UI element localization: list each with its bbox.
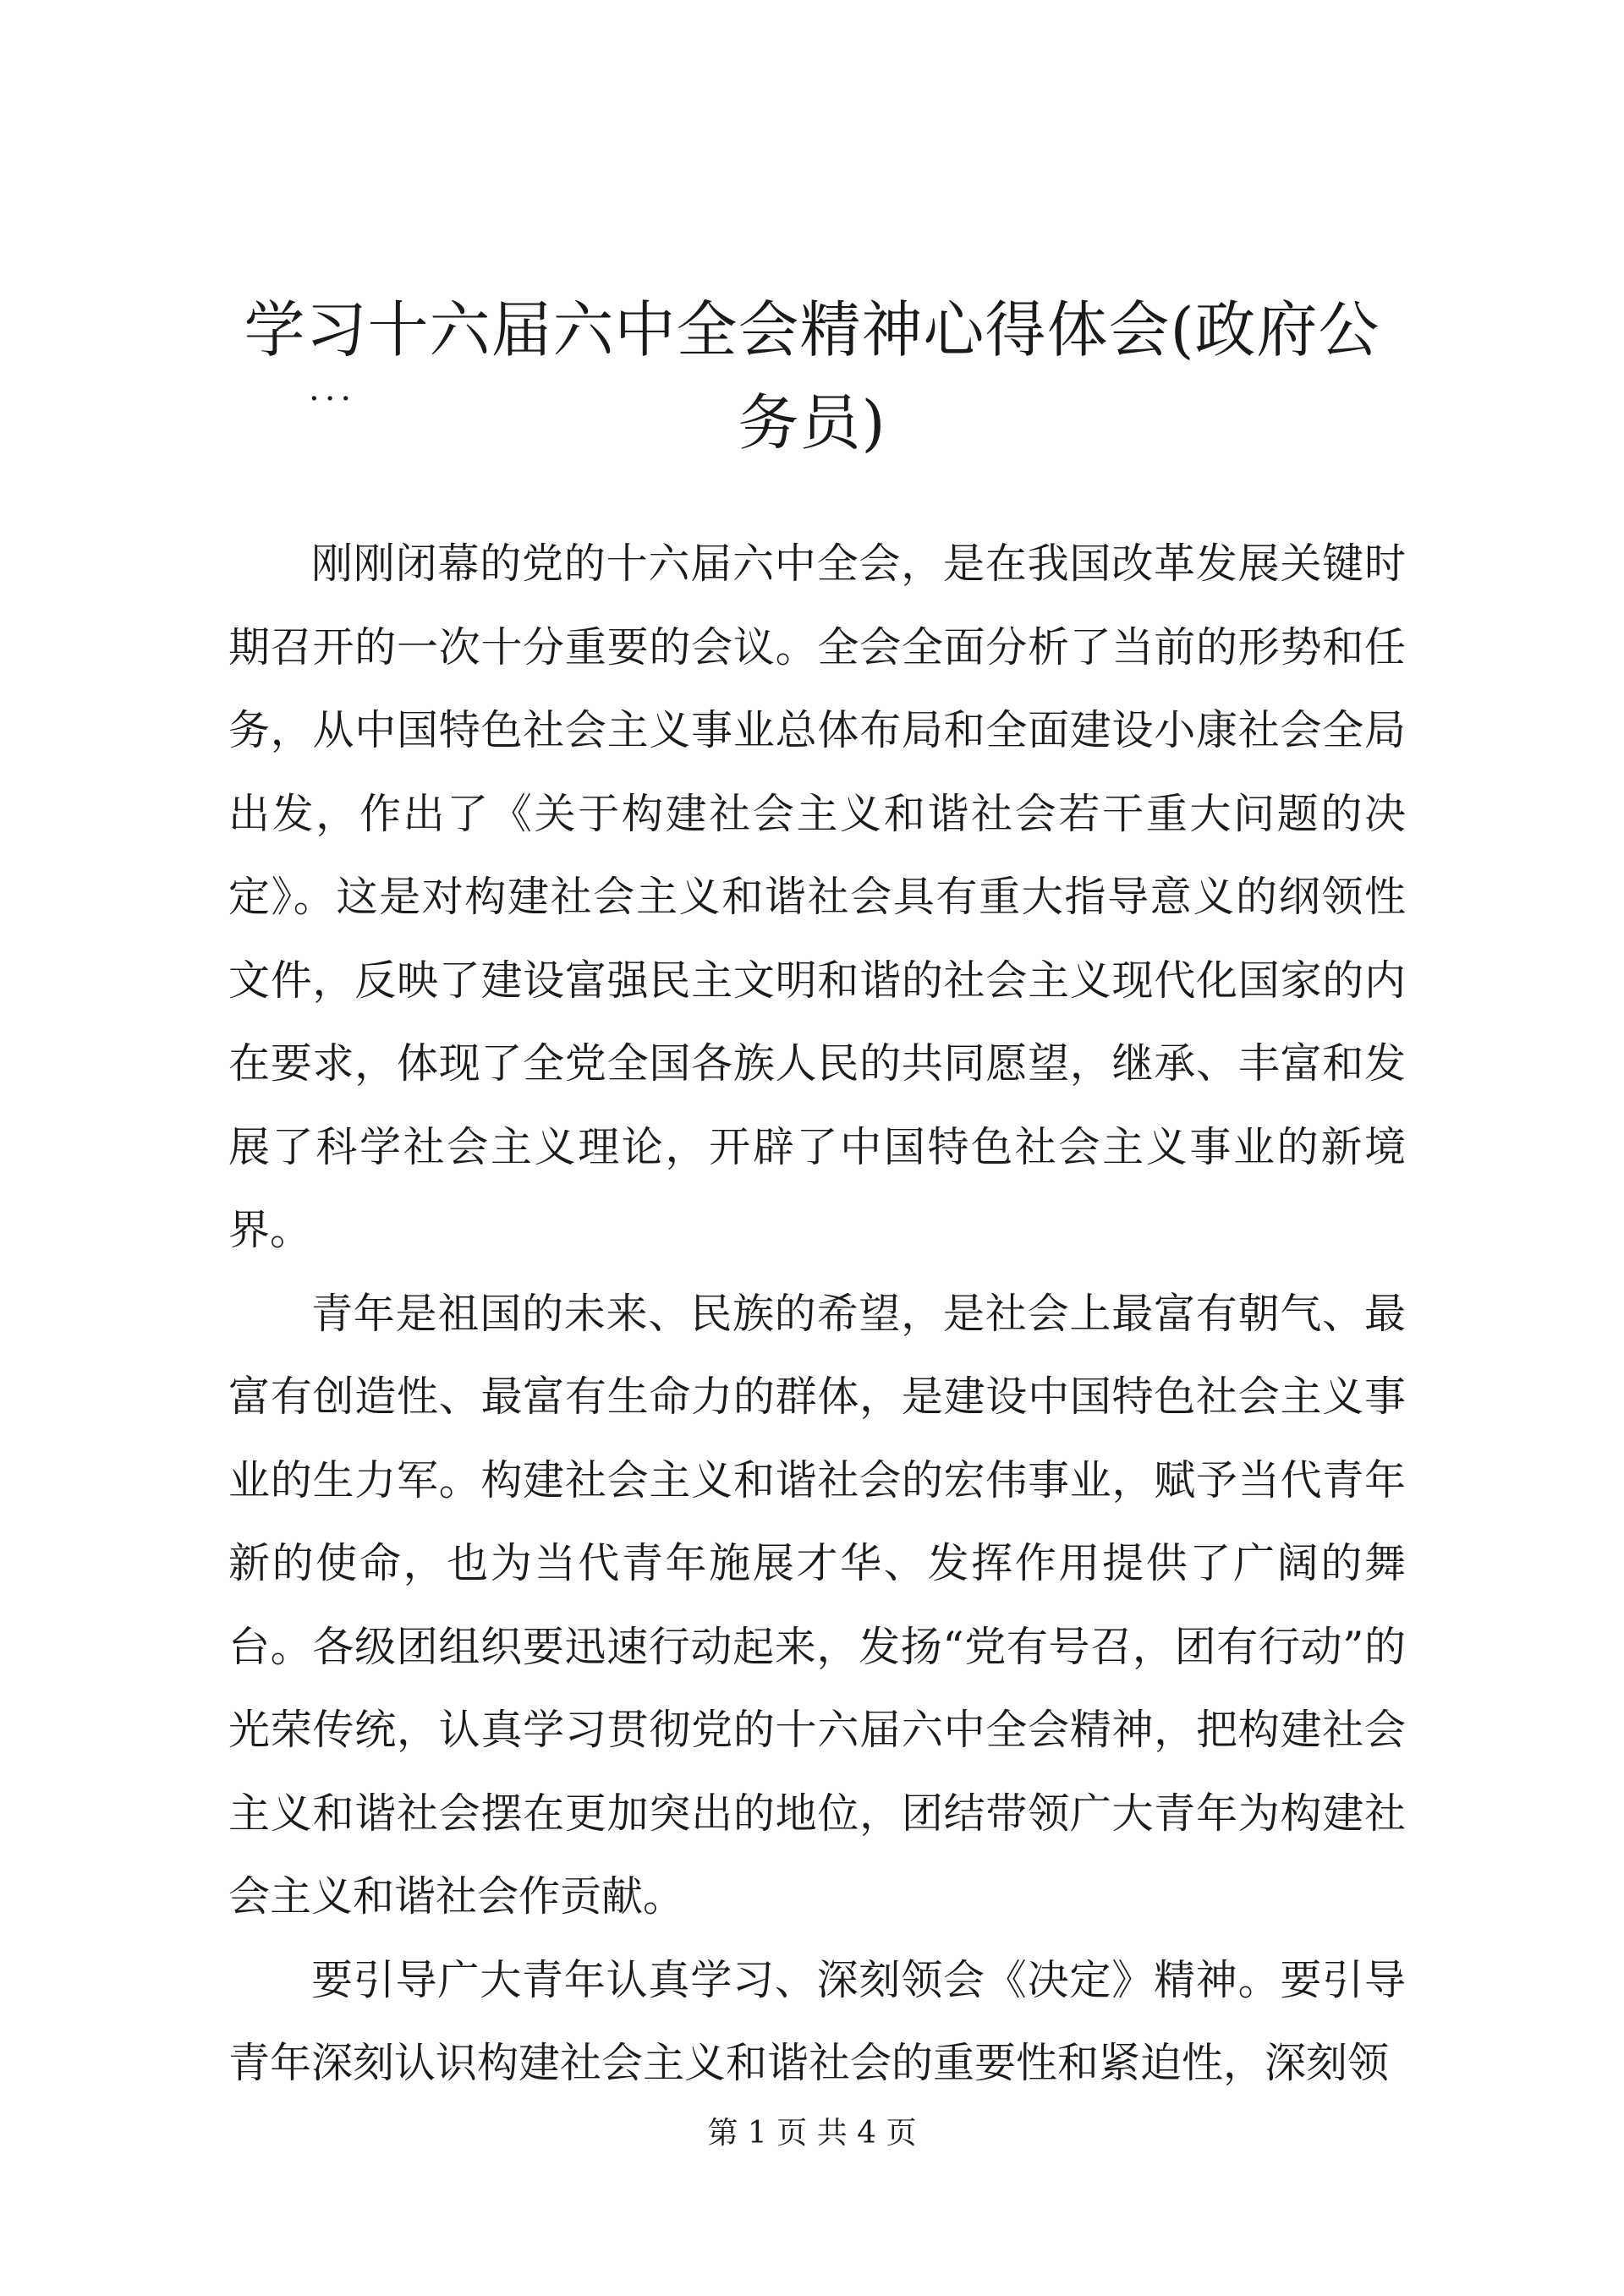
paragraph-2: 青年是祖国的未来、民族的希望，是社会上最富有朝气、最富有创造性、最富有生命力的群体，是建设中国特色社会主义事业的生力军。构建社会主义和谐社会的宏伟事业，赋予当代青年新的使命，也为当代青年施展才华、发挥作用提供了广阔的舞台。各级团组织要迅速行动起来，发扬“党有号召，团有行动”的光荣传统，认真学习贯彻党的十六届六中全会精神，把构建社会主义和谐社会摆在更加突出的地位，团结带领广大青年为构建社会主义和谐社会作贡献。 xyxy=(228,1289,1406,1921)
paragraph-3: 要引导广大青年认真学习、深刻领会《决定》精神。要引导青年深刻认识构建社会主义和谐社会的重要性和紧迫性，深刻领 xyxy=(228,1955,1406,2087)
ellipsis-marker: ... xyxy=(309,370,357,408)
page-footer: 第 1 页 共 4 页 xyxy=(707,2116,917,2151)
document-body xyxy=(228,523,1406,2106)
document-title: 学习十六届六中全会精神心得体会(政府公务员) xyxy=(244,294,1380,458)
paragraph-1: 刚刚闭幕的党的十六届六中全会，是在我国改革发展关键时期召开的一次十分重要的会议。全会全面分析了当前的形势和任务，从中国特色社会主义事业总体布局和全面建设小康社会全局出发，作出了《关于构建社会主义和谐社会若干重大问题的决定》。这是对构建社会主义和谐社会具有重大指导意义的纲领性文件，反映了建设富强民主文明和谐的社会主义现代化国家的内在要求，体现了全党全国各族人民的共同愿望，继承、丰富和发展了科学社会主义理论，开辟了中国特色社会主义事业的新境界。 xyxy=(228,540,1406,1254)
